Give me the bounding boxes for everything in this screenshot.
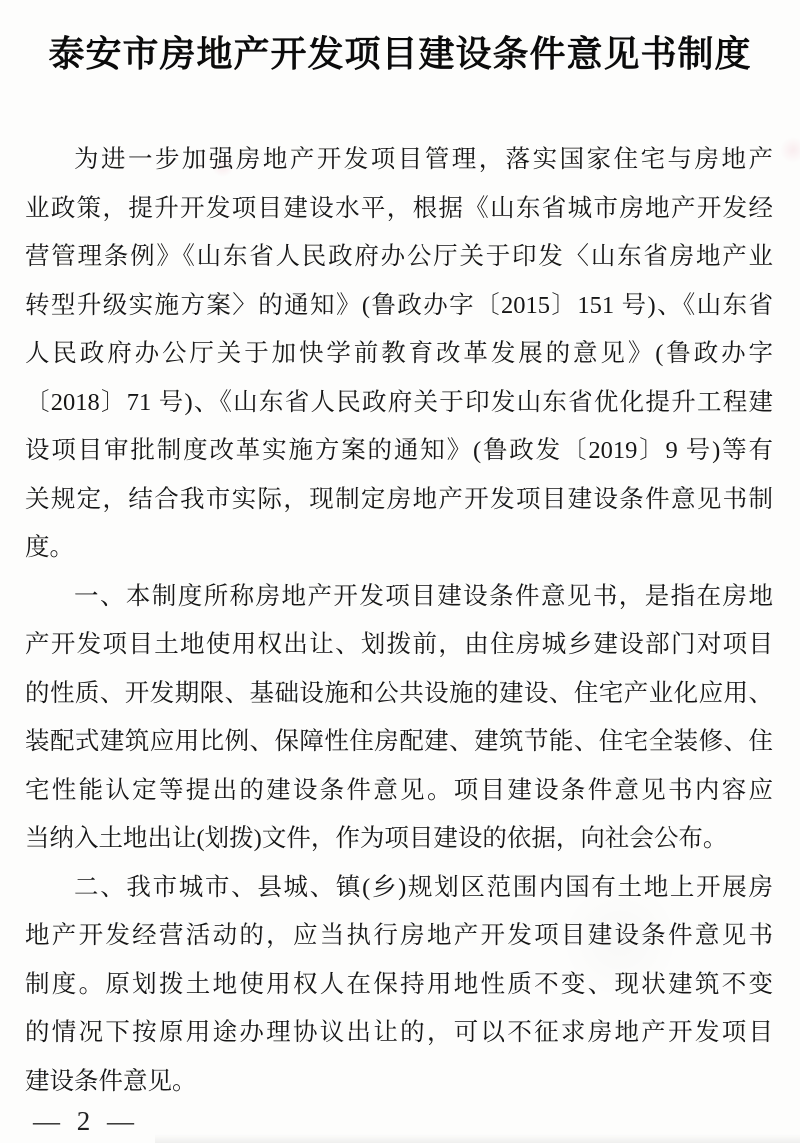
text-line: 二、我市城市、县城、镇(乡)规划区范围内国有土地上开展房 <box>74 873 773 901</box>
text-line: 宅性能认定等提出的建设条件意见。项目建设条件意见书内容应 <box>25 776 773 804</box>
text-line: 的情况下按原用途办理协议出让的，可以不征求房地产开发项目 <box>25 1019 773 1046</box>
document-title: 泰安市房地产开发项目建设条件意见书制度 <box>48 33 752 74</box>
text-line: 产开发项目土地使用权出让、划拨前，由住房城乡建设部门对项目 <box>25 631 773 658</box>
text-line: 营管理条例》《山东省人民政府办公厅关于印发〈山东省房地产业 <box>25 243 773 270</box>
text-line: 建设条件意见。 <box>25 1067 197 1095</box>
document-body <box>25 136 773 1106</box>
text-line: 为进一步加强房地产开发项目管理，落实国家住宅与房地产 <box>74 146 773 173</box>
text-line: 业政策，提升开发项目建设水平，根据《山东省城市房地产开发经 <box>25 194 773 222</box>
text-line: 设项目审批制度改革实施方案的通知》(鲁政发〔2019〕9 号)等有 <box>25 437 773 464</box>
text-line: 制度。原划拨土地使用权人在保持用地性质不变、现状建筑不变 <box>25 970 773 998</box>
paragraph <box>25 573 773 864</box>
scan-edge-shadow <box>155 1134 800 1143</box>
text-line: 人民政府办公厅关于加快学前教育改革发展的意见》(鲁政办字 <box>25 340 773 367</box>
text-line: 度。 <box>25 534 74 561</box>
text-line: 装配式建筑应用比例、保障性住房配建、建筑节能、住宅全装修、住 <box>25 728 773 755</box>
page-number: — 2 — <box>33 1106 139 1136</box>
text-line: 关规定，结合我市实际，现制定房地产开发项目建设条件意见书制 <box>25 485 773 513</box>
paragraph <box>25 864 773 1107</box>
paragraph <box>25 136 773 573</box>
text-line: 的性质、开发期限、基础设施和公共设施的建设、住宅产业化应用、 <box>25 679 773 707</box>
text-line: 转型升级实施方案〉的通知》(鲁政办字〔2015〕151 号)、《山东省 <box>25 291 773 319</box>
text-line: 〔2018〕71 号)、《山东省人民政府关于印发山东省优化提升工程建 <box>25 388 773 416</box>
text-line: 一、本制度所称房地产开发项目建设条件意见书，是指在房地 <box>74 582 773 610</box>
text-line: 当纳入土地出让(划拨)文件，作为项目建设的依据，向社会公布。 <box>25 825 728 852</box>
text-line: 地产开发经营活动的，应当执行房地产开发项目建设条件意见书 <box>25 922 773 949</box>
